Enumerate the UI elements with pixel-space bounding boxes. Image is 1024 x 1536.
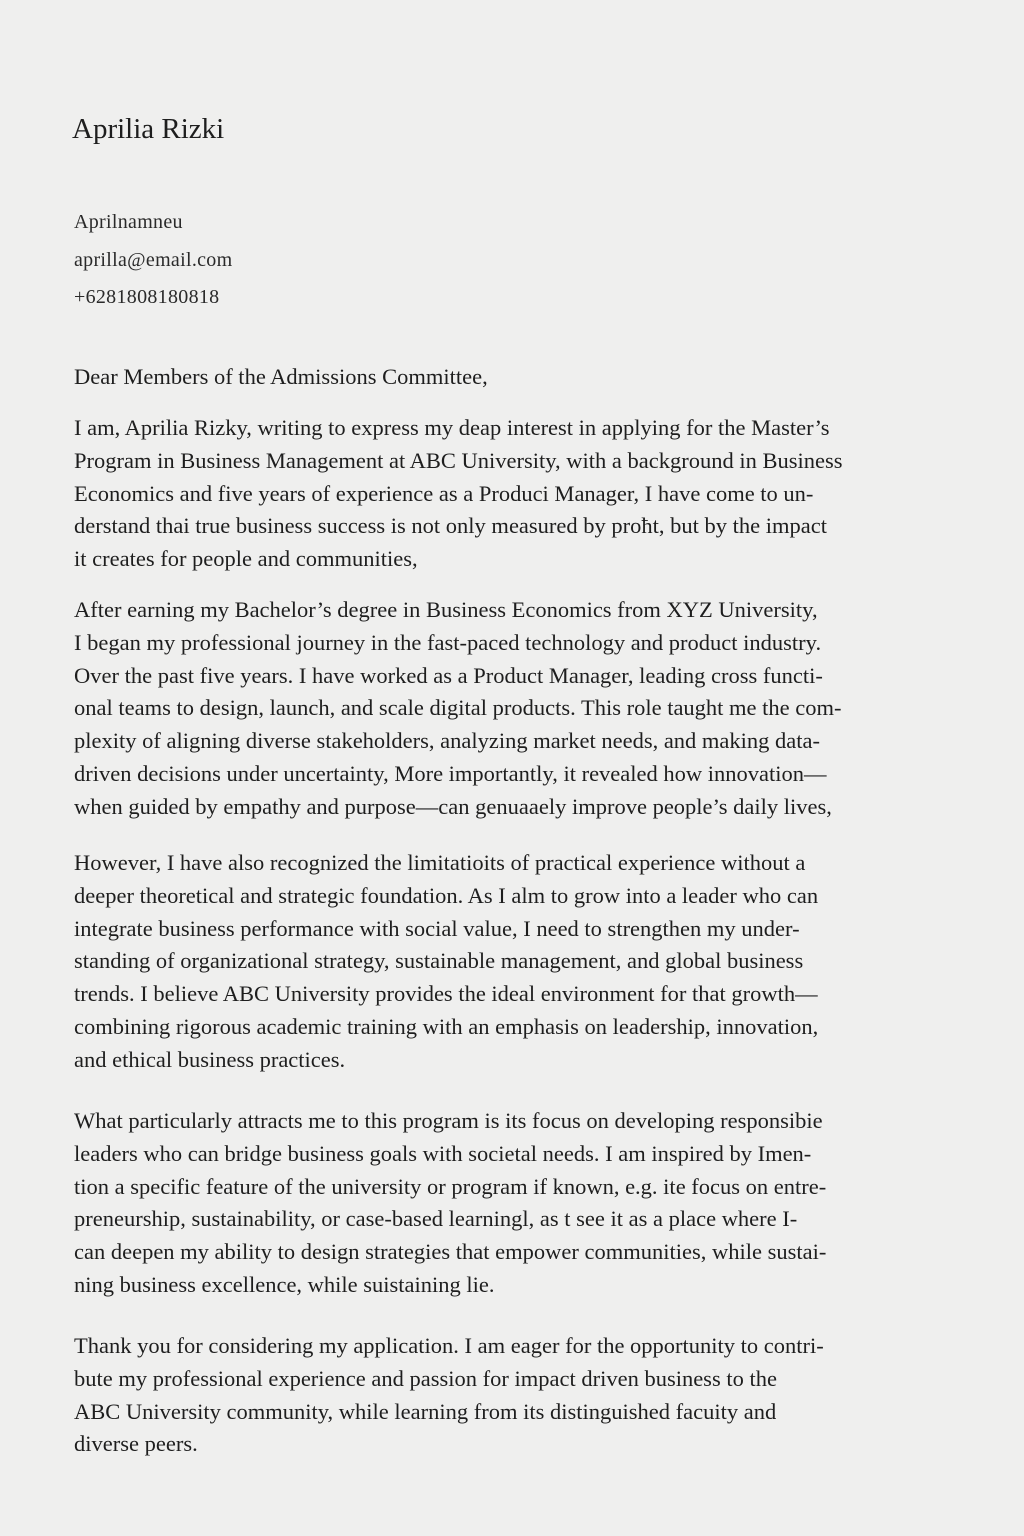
paragraph-line: bute my professional experience and passion for impact driven business to the (74, 1365, 777, 1391)
paragraph-line: ning business excellence, while suistaining lie. (74, 1271, 495, 1297)
sender-name: Aprilia Rizki (72, 113, 225, 145)
paragraph-line: However, I have also recognized the limitatioits of practical experience without a (74, 850, 806, 875)
contact-username: Aprilnamneu (74, 211, 183, 233)
paragraph-closing (74, 1330, 824, 1461)
paragraph-line: driven decisions under uncertainty, More importantly, it revealed how innovation— (74, 760, 827, 786)
paragraph-line: onal teams to design, launch, and scale digital products. This role taught me the com- (74, 695, 842, 721)
paragraph-line: I am, Aprilia Rizky, writing to express my deap interest in applying for the Master’s (74, 415, 830, 440)
paragraph-line: I began my professional journey in the fast-paced technology and product industry. (74, 629, 822, 655)
contact-phone: +6281808180818 (74, 286, 220, 308)
paragraph-line: derstand thai true business success is not only measured by proћt, but by the impact (74, 513, 827, 539)
paragraph-line: Over the past five years. I have worked as a Product Manager, leading cross functi- (74, 662, 823, 688)
paragraph-line: deeper theoretical and strategic foundation. As I alm to grow into a leader who can (74, 882, 819, 908)
paragraph-line: diverse peers. (74, 1431, 198, 1457)
paragraph-line: can deepen my ability to design strategies that empower communities, while sustai- (74, 1239, 827, 1265)
paragraph-line: it creates for people and communities, (74, 546, 418, 572)
paragraph-line: After earning my Bachelor’s degree in Business Economics from XYZ University, (74, 597, 818, 622)
paragraph-line: plexity of aligning diverse stakeholders, analyzing market needs, and making data- (74, 728, 821, 754)
paragraph-line: tion a specific feature of the university or program if known, e.g. ite focus on entre- (74, 1173, 827, 1199)
paragraph-line: integrate business performance with social value, I need to strengthen my under- (74, 915, 800, 941)
paragraph-line: and ethical business practices. (74, 1046, 346, 1072)
paragraph-line: preneurship, sustainability, or case-based learningl, as t see it as a place where I- (74, 1206, 798, 1232)
paragraph-line: ABC University community, while learning from its distinguished facuity and (74, 1398, 777, 1424)
paragraph-line: Thank you for considering my application. I am eager for the opportunity to contri- (74, 1333, 824, 1358)
paragraph-program-fit (74, 1105, 826, 1302)
paragraph-line: when guided by empathy and purpose—can genuaaely improve people’s daily lives, (74, 793, 832, 819)
contact-block (74, 204, 232, 317)
paragraph-motivation (74, 847, 818, 1077)
paragraph-line: Economics and five years of experience as a Produci Manager, I have come to un- (74, 480, 814, 506)
paragraph-line: combining rigorous academic training with an emphasis on leadership, innovation, (74, 1013, 819, 1039)
paragraph-line: What particularly attracts me to this program is its focus on developing responsibie (74, 1108, 823, 1133)
paragraph-intro (74, 412, 842, 576)
paragraph-background (74, 594, 842, 824)
salutation: Dear Members of the Admissions Committee, (74, 364, 488, 389)
paragraph-line: leaders who can bridge business goals with societal needs. I am inspired by Imen- (74, 1140, 812, 1166)
paragraph-line: trends. I believe ABC University provides the ideal environment for that growth— (74, 981, 818, 1007)
paragraph-line: Program in Business Management at ABC University, with a background in Business (74, 447, 843, 473)
contact-email: aprilla@email.com (74, 248, 233, 271)
paragraph-line: standing of organizational strategy, sustainable management, and global business (74, 948, 804, 974)
